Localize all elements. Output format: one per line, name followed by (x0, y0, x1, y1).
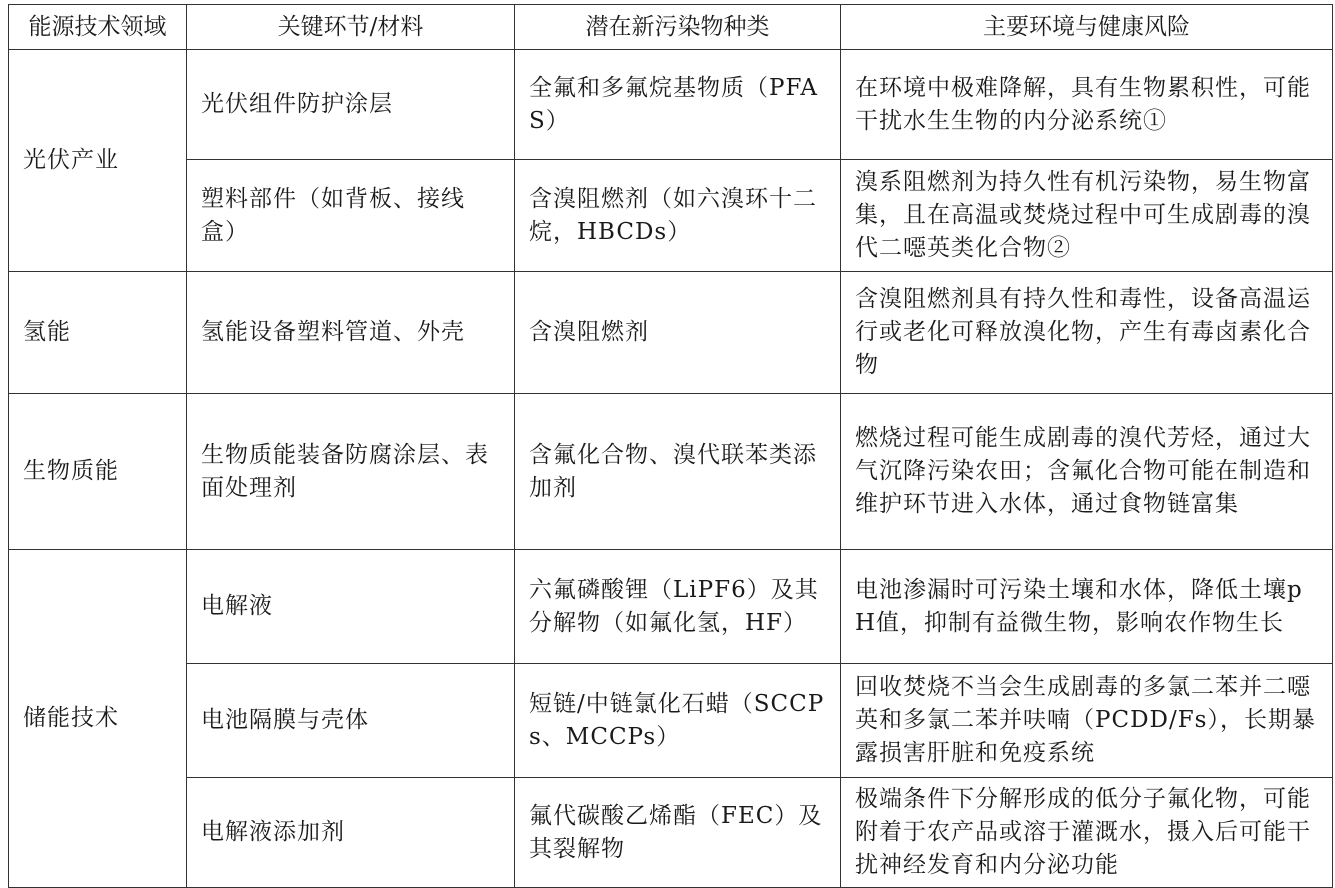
pollutant-cell: 全氟和多氟烷基物质（PFAS） (515, 50, 841, 160)
domain-cell: 氢能 (9, 272, 187, 394)
table-row (9, 160, 1333, 272)
domain-cell: 生物质能 (9, 394, 187, 550)
pollutant-cell: 氟代碳酸乙烯酯（FEC）及其裂解物 (515, 778, 841, 888)
risk-cell: 溴系阻燃剂为持久性有机污染物，易生物富集，且在高温或焚烧过程中可生成剧毒的溴代二噁英类化合物② (841, 160, 1333, 272)
link-cell: 生物质能装备防腐涂层、表面处理剂 (187, 394, 515, 550)
pollutant-cell: 含溴阻燃剂 (515, 272, 841, 394)
table-row (9, 394, 1333, 550)
risk-cell: 含溴阻燃剂具有持久性和毒性，设备高温运行或老化可释放溴化物，产生有毒卤素化合物 (841, 272, 1333, 394)
pollutant-risk-table (8, 4, 1333, 888)
pollutant-cell: 短链/中链氯化石蜡（SCCPs、MCCPs） (515, 664, 841, 778)
link-cell: 光伏组件防护涂层 (187, 50, 515, 160)
header-domain: 能源技术领域 (9, 5, 187, 50)
table-row (9, 550, 1333, 664)
risk-cell: 在环境中极难降解，具有生物累积性，可能干扰水生生物的内分泌系统① (841, 50, 1333, 160)
header-row (9, 5, 1333, 50)
risk-cell: 燃烧过程可能生成剧毒的溴代芳烃，通过大气沉降污染农田；含氟化合物可能在制造和维护环节进入水体，通过食物链富集 (841, 394, 1333, 550)
link-cell: 塑料部件（如背板、接线盒） (187, 160, 515, 272)
pollutant-cell: 六氟磷酸锂（LiPF6）及其分解物（如氟化氢，HF） (515, 550, 841, 664)
table-row (9, 272, 1333, 394)
table-row (9, 664, 1333, 778)
pollutant-cell: 含溴阻燃剂（如六溴环十二烷，HBCDs） (515, 160, 841, 272)
risk-cell: 回收焚烧不当会生成剧毒的多氯二苯并二噁英和多氯二苯并呋喃（PCDD/Fs），长期暴露损害肝脏和免疫系统 (841, 664, 1333, 778)
header-pollutant-type: 潜在新污染物种类 (515, 5, 841, 50)
header-key-link: 关键环节/材料 (187, 5, 515, 50)
link-cell: 氢能设备塑料管道、外壳 (187, 272, 515, 394)
table-row (9, 778, 1333, 888)
header-risk: 主要环境与健康风险 (841, 5, 1333, 50)
table-row (9, 50, 1333, 160)
link-cell: 电解液 (187, 550, 515, 664)
link-cell: 电解液添加剂 (187, 778, 515, 888)
link-cell: 电池隔膜与壳体 (187, 664, 515, 778)
domain-cell: 光伏产业 (9, 50, 187, 272)
risk-cell: 电池渗漏时可污染土壤和水体，降低土壤pH值，抑制有益微生物，影响农作物生长 (841, 550, 1333, 664)
risk-cell: 极端条件下分解形成的低分子氟化物，可能附着于农产品或溶于灌溉水，摄入后可能干扰神经发育和内分泌功能 (841, 778, 1333, 888)
pollutant-cell: 含氟化合物、溴代联苯类添加剂 (515, 394, 841, 550)
domain-cell: 储能技术 (9, 550, 187, 888)
